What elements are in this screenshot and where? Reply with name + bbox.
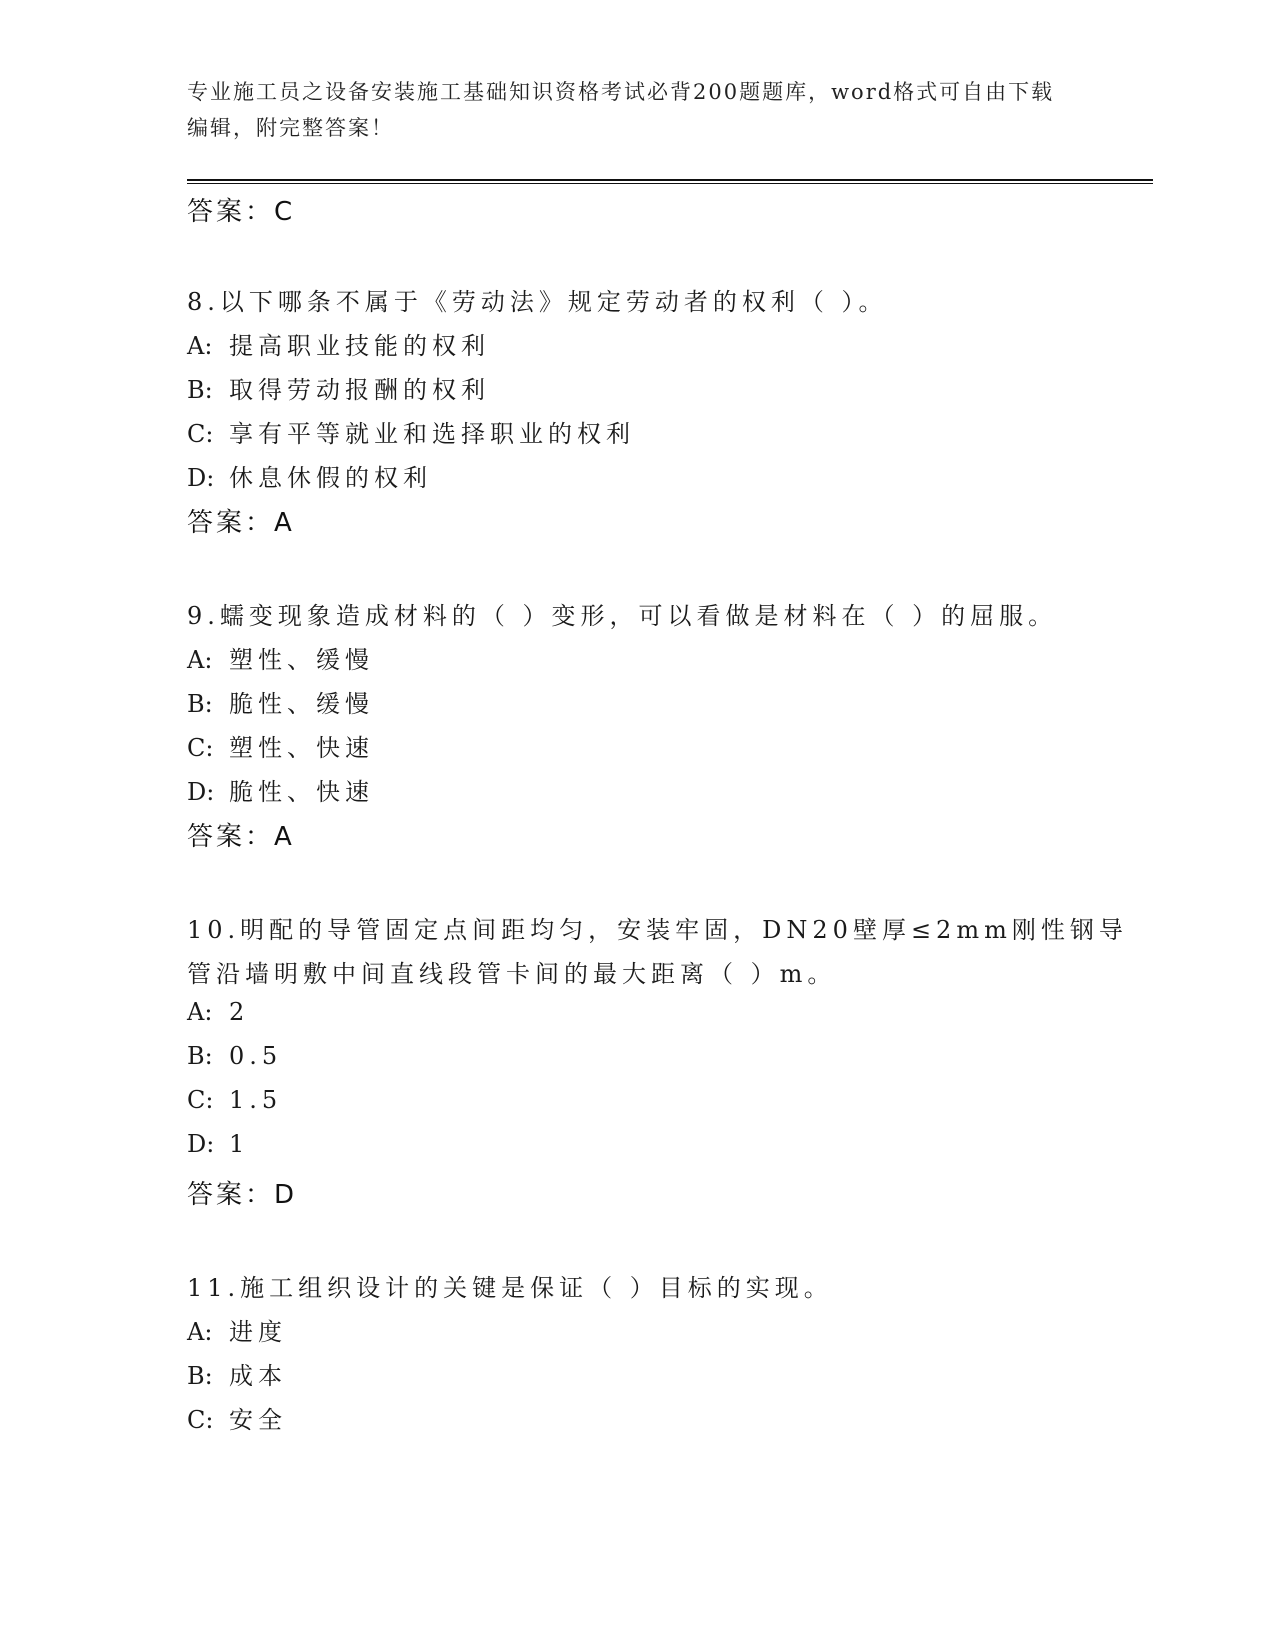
- question-9-option-d: [187, 772, 374, 807]
- question-11-option-b: [187, 1356, 287, 1391]
- option-letter: A:: [187, 1318, 213, 1346]
- header-rule-thick: [187, 179, 1153, 181]
- question-10-answer: 答案：D: [187, 1180, 298, 1210]
- question-10-option-a: [187, 998, 249, 1026]
- option-text: 提高职业技能的权利: [229, 332, 490, 360]
- document-header: 专业施工员之设备安装施工基础知识资格考试必背200题题库，word格式可自由下载编辑，附完整答案！: [187, 80, 1055, 140]
- question-8-option-c: [187, 414, 635, 449]
- option-letter: A:: [187, 646, 213, 674]
- option-letter: C:: [187, 420, 214, 448]
- option-letter: B:: [187, 1362, 213, 1390]
- question-10-option-b: [187, 1042, 282, 1070]
- option-text: 享有平等就业和选择职业的权利: [229, 420, 635, 448]
- option-letter: D:: [187, 464, 215, 492]
- option-text: 成本: [229, 1362, 287, 1390]
- question-11-option-a: [187, 1312, 287, 1347]
- option-text: 脆性、快速: [229, 778, 374, 806]
- option-letter: D:: [187, 778, 215, 806]
- question-9-option-c: [187, 728, 374, 763]
- option-text: 1: [229, 1130, 250, 1158]
- question-10-stem-line2: 管沿墙明敷中间直线段管卡间的最大距离（ ）m。: [187, 960, 837, 988]
- question-8-option-d: [187, 458, 432, 493]
- question-10-stem-line1: 10.明配的导管固定点间距均匀，安装牢固，DN20壁厚≤2mm刚性钢导: [187, 916, 1128, 944]
- option-letter: B:: [187, 1042, 213, 1070]
- question-8-option-b: [187, 370, 490, 405]
- option-letter: A:: [187, 332, 213, 360]
- option-text: 塑性、缓慢: [229, 646, 374, 674]
- question-9-stem: 9.蠕变现象造成材料的（ ）变形，可以看做是材料在（ ）的屈服。: [187, 602, 1058, 630]
- option-text: 0.5: [229, 1042, 283, 1070]
- question-8-option-a: [187, 326, 490, 361]
- header-rule-thin: [187, 183, 1153, 184]
- option-text: 进度: [229, 1318, 287, 1346]
- question-10-option-d: [187, 1130, 249, 1158]
- option-letter: B:: [187, 690, 213, 718]
- question-9-option-a: [187, 640, 374, 675]
- previous-answer: 答案：C: [187, 197, 296, 227]
- option-text: 1.5: [229, 1086, 283, 1114]
- question-9-answer: 答案：A: [187, 822, 295, 852]
- option-letter: D:: [187, 1130, 215, 1158]
- question-10-option-c: [187, 1086, 282, 1114]
- question-8-answer: 答案：A: [187, 508, 295, 538]
- option-text: 安全: [229, 1406, 287, 1434]
- option-text: 塑性、快速: [229, 734, 374, 762]
- option-letter: C:: [187, 1406, 214, 1434]
- option-letter: A:: [187, 998, 213, 1026]
- option-text: 脆性、缓慢: [229, 690, 374, 718]
- option-text: 取得劳动报酬的权利: [229, 376, 490, 404]
- option-letter: C:: [187, 734, 214, 762]
- option-letter: B:: [187, 376, 213, 404]
- question-9-option-b: [187, 684, 374, 719]
- option-letter: C:: [187, 1086, 214, 1114]
- question-11-option-c: [187, 1400, 287, 1435]
- question-8-stem: 8.以下哪条不属于《劳动法》规定劳动者的权利（ ）。: [187, 288, 888, 316]
- option-text: 2: [229, 998, 250, 1026]
- option-text: 休息休假的权利: [229, 464, 432, 492]
- question-11-stem: 11.施工组织设计的关键是保证（ ）目标的实现。: [187, 1274, 833, 1302]
